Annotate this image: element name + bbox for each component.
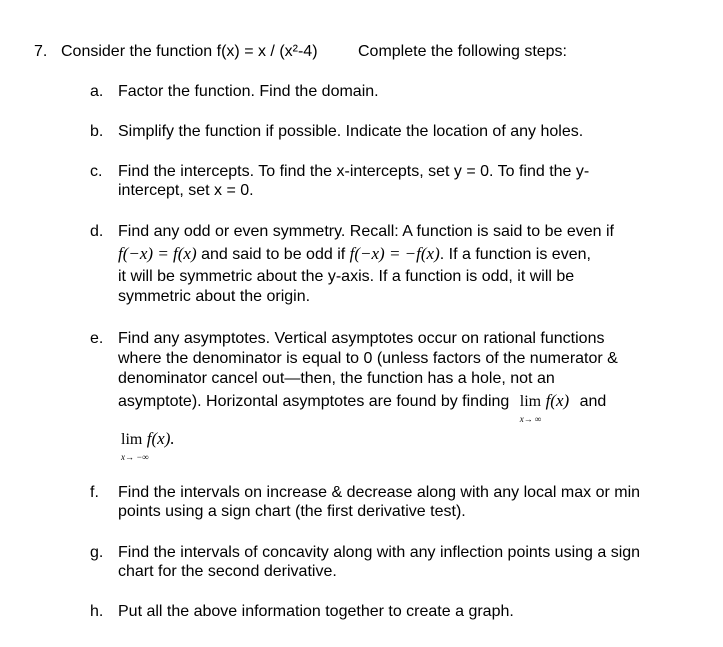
step-b-text: Simplify the function if possible. Indicate the location of any holes. bbox=[118, 123, 584, 140]
step-a-letter: a. bbox=[90, 83, 104, 100]
and-word: and bbox=[579, 393, 607, 410]
step-f-letter: f. bbox=[90, 484, 99, 501]
limit-neg-function: f(x). bbox=[146, 429, 175, 448]
step-g-letter: g. bbox=[90, 544, 104, 561]
limit-neg-subscript: x→ −∞ bbox=[121, 452, 149, 462]
question-prompt: Consider the function f(x) = x / (x²-4) bbox=[61, 43, 318, 60]
question-number: 7. bbox=[34, 43, 48, 60]
step-d-line3: it will be symmetric about the y-axis. If a function is odd, it will be bbox=[118, 268, 575, 285]
step-h-letter: h. bbox=[90, 603, 104, 620]
step-c-letter: c. bbox=[90, 163, 103, 180]
step-c-line2: intercept, set x = 0. bbox=[118, 182, 254, 199]
step-e-line5 bbox=[121, 429, 175, 462]
limit-word: lim bbox=[519, 393, 542, 410]
step-g-line2: chart for the second derivative. bbox=[118, 563, 337, 580]
step-a-text: Factor the function. Find the domain. bbox=[118, 83, 379, 100]
step-d-line4: symmetric about the origin. bbox=[118, 288, 311, 305]
limit-word-2: lim bbox=[121, 431, 143, 448]
step-g-line1: Find the intervals of concavity along with any inflection points using a sign bbox=[118, 544, 641, 561]
step-e-line4 bbox=[118, 391, 607, 424]
odd-equation: f(−x) = −f(x) bbox=[349, 244, 440, 263]
step-e-line1: Find any asymptotes. Vertical asymptotes occur on rational functions bbox=[118, 330, 605, 347]
step-c-line1: Find the intercepts. To find the x-intercepts, set y = 0. To find the y- bbox=[118, 163, 590, 180]
step-d-line1: Find any odd or even symmetry. Recall: A function is said to be even if bbox=[118, 223, 614, 240]
step-f-line2: points using a sign chart (the first derivative test). bbox=[118, 503, 466, 520]
step-d-between-text: and said to be odd if bbox=[201, 246, 346, 263]
limit-pos-subscript: x→ ∞ bbox=[519, 414, 542, 424]
step-e-line4-text: asymptote). Horizontal asymptotes are found by finding bbox=[118, 393, 510, 410]
question-instruction: Complete the following steps: bbox=[358, 43, 567, 60]
step-e-letter: e. bbox=[90, 330, 104, 347]
step-d-after-text: . If a function is even, bbox=[439, 246, 591, 263]
step-d-line2 bbox=[118, 244, 591, 265]
limit-pos-function: f(x) bbox=[545, 391, 570, 410]
step-e-line3: denominator cancel out—then, the function has a hole, not an bbox=[118, 370, 555, 387]
even-equation: f(−x) = f(x) bbox=[118, 244, 197, 263]
step-f-line1: Find the intervals on increase & decrease along with any local max or min bbox=[118, 484, 641, 501]
step-b-letter: b. bbox=[90, 123, 104, 140]
step-h-text: Put all the above information together to create a graph. bbox=[118, 603, 514, 620]
limit-neg-infinity bbox=[121, 430, 149, 462]
limit-pos-infinity bbox=[519, 392, 542, 424]
step-e-line2: where the denominator is equal to 0 (unless factors of the numerator & bbox=[118, 350, 618, 367]
step-d-letter: d. bbox=[90, 223, 104, 240]
